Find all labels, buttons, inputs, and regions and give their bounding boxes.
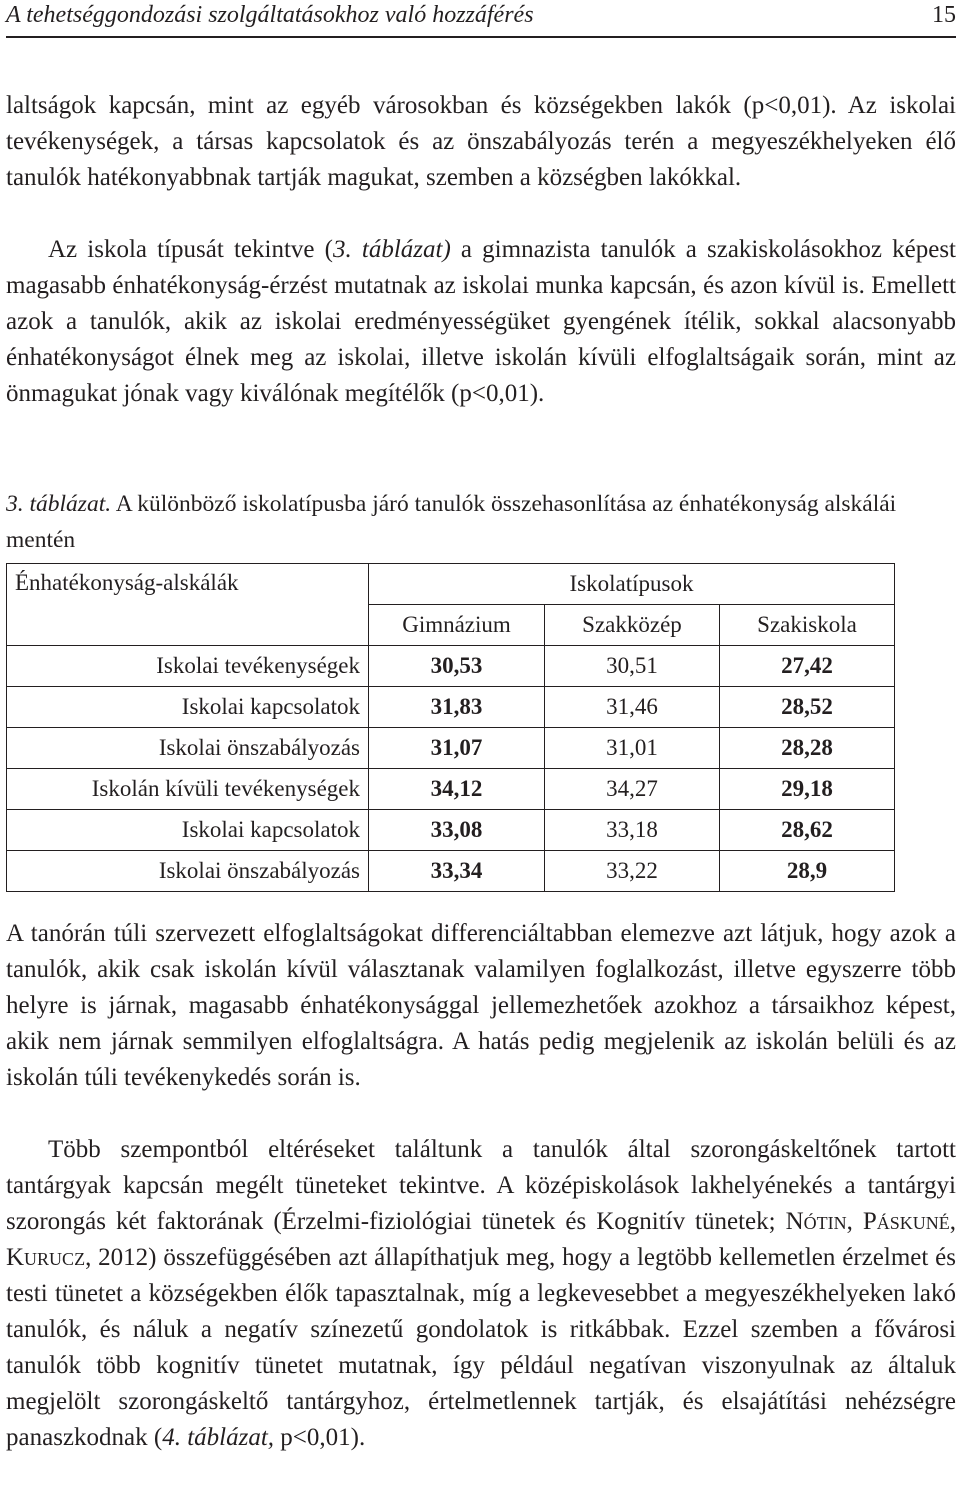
value-cell: 29,18 — [720, 769, 895, 810]
value-cell: 31,07 — [369, 728, 545, 769]
table-row — [7, 851, 895, 892]
table-row — [7, 728, 895, 769]
row-label: Iskolai önszabályozás — [7, 728, 369, 769]
value-cell: 31,01 — [545, 728, 720, 769]
column-header-gimnazium: Gimnázium — [369, 605, 545, 646]
paragraph-2-text-a: Az iskola típusát tekintve ( — [48, 236, 333, 263]
value-cell: 28,9 — [720, 851, 895, 892]
value-cell: 33,08 — [369, 810, 545, 851]
row-header-cell: Énhatékonyság-alskálák — [7, 564, 369, 646]
value-cell: 28,52 — [720, 687, 895, 728]
page-number: 15 — [932, 2, 956, 28]
value-cell: 34,12 — [369, 769, 545, 810]
table-caption-label: 3. táblázat. — [6, 491, 112, 517]
value-cell: 27,42 — [720, 646, 895, 687]
value-cell: 30,53 — [369, 646, 545, 687]
row-label: Iskolai kapcsolatok — [7, 687, 369, 728]
table-reference: 3. táblázat) — [332, 236, 451, 263]
value-cell: 34,27 — [545, 769, 720, 810]
paragraph-4-text-a: Több szempontból eltéréseket találtunk a tanulók által szorongáskeltőnek tartott tantárgyak kapcsán megélt tüneteket tekintve. A középiskolások lakhelyénekés a tantárgyi szorongás két faktorának (Érzelmi-fiziológiai tünetek és Kognitív tünetek; — [6, 1136, 956, 1235]
paragraph-2-text-b: a gimnazista tanulók a szakiskolásokhoz képest magasabb énhatékonyság-érzést mutatnak az iskolai munka kapcsán, és azon kívül is. Emellett azok a tanulók, akik az iskolai eredményességüket gyengének ítélik, sokkal alacsonyabb énhatékonyságot élnek meg az iskolai, illetve iskolán kívüli elfoglaltságaik során, mint az önmagukat jónak vagy kiválónak megítélők (p<0,01). — [6, 236, 956, 407]
table-row — [7, 687, 895, 728]
table-row — [7, 810, 895, 851]
paragraph-3: A tanórán túli szervezett elfoglaltságokat differenciáltabban elemezve azt látjuk, hogy azok a tanulók, akik csak iskolán kívül választanak valamilyen foglalkozást, illetve egyszerre több helyre is járnak, magasabb énhatékonysággal jellemezhetőek azokhoz a társaikhoz képest, akik nem járnak semmilyen elfoglaltságra. A hatás pedig megjelenik az iskolán belüli és az iskolán túli tevékenykedés során is. — [6, 920, 956, 1091]
table-row — [7, 646, 895, 687]
value-cell: 31,46 — [545, 687, 720, 728]
running-head — [6, 2, 956, 38]
value-cell: 28,28 — [720, 728, 895, 769]
column-header-szakiskola: Szakiskola — [720, 605, 895, 646]
row-label: Iskolai tevékenységek — [7, 646, 369, 687]
paragraph-1: laltságok kapcsán, mint az egyéb városokban és községekben lakók (p<0,01). Az iskolai tevékenységek, a társas kapcsolatok és az önszabályozás terén a megyeszékhelyeken élő tanulók hatékonyabbnak tartják magukat, szemben a községben lakókkal. — [6, 92, 956, 191]
row-label: Iskolán kívüli tevékenységek — [7, 769, 369, 810]
table-caption-text: A különböző iskolatípusba járó tanulók összehasonlítása az énhatékonyság alskálái mentén — [6, 491, 897, 553]
value-cell: 33,18 — [545, 810, 720, 851]
table-header-row-1 — [7, 564, 895, 605]
value-cell: 33,22 — [545, 851, 720, 892]
row-label: Iskolai kapcsolatok — [7, 810, 369, 851]
paragraph-4-text-b: , 2012) összefüggésében azt állapíthatjuk meg, hogy a legtöbb kellemetlen érzelmet és testi tünetet a községekben élők tapasztalnak, míg a legkevesebbet a megyeszékhelyeken lakó tanulók, és náluk a negatív színezetű gondolatok is ritkábbak. Ezzel szemben a fővárosi tanulók több kognitív tünetet mutatnak, így például negatívan viszonyulnak az általuk megjelölt szorongáskeltő tantárgyhoz, értelmetlennek tartják, és elsajátítási nehézségre panaszkodnak ( — [6, 1244, 956, 1451]
value-cell: 28,62 — [720, 810, 895, 851]
table-reference-4: 4. táblázat, — [162, 1424, 275, 1451]
value-cell: 33,34 — [369, 851, 545, 892]
data-table — [6, 563, 895, 892]
paragraph-4 — [6, 1132, 956, 1456]
paragraph-4-text-c: p<0,01). — [274, 1424, 366, 1451]
running-head-title: A tehetséggondozási szolgáltatásokhoz való hozzáférés — [6, 2, 534, 28]
table-caption — [6, 486, 956, 558]
table-row — [7, 769, 895, 810]
column-header-szakkozep: Szakközép — [545, 605, 720, 646]
row-label: Iskolai önszabályozás — [7, 851, 369, 892]
group-header-cell: Iskolatípusok — [369, 564, 895, 605]
value-cell: 30,51 — [545, 646, 720, 687]
author-citation: Nótin, Páskuné, Kurucz — [6, 1208, 956, 1271]
value-cell: 31,83 — [369, 687, 545, 728]
paragraph-2 — [6, 232, 956, 412]
